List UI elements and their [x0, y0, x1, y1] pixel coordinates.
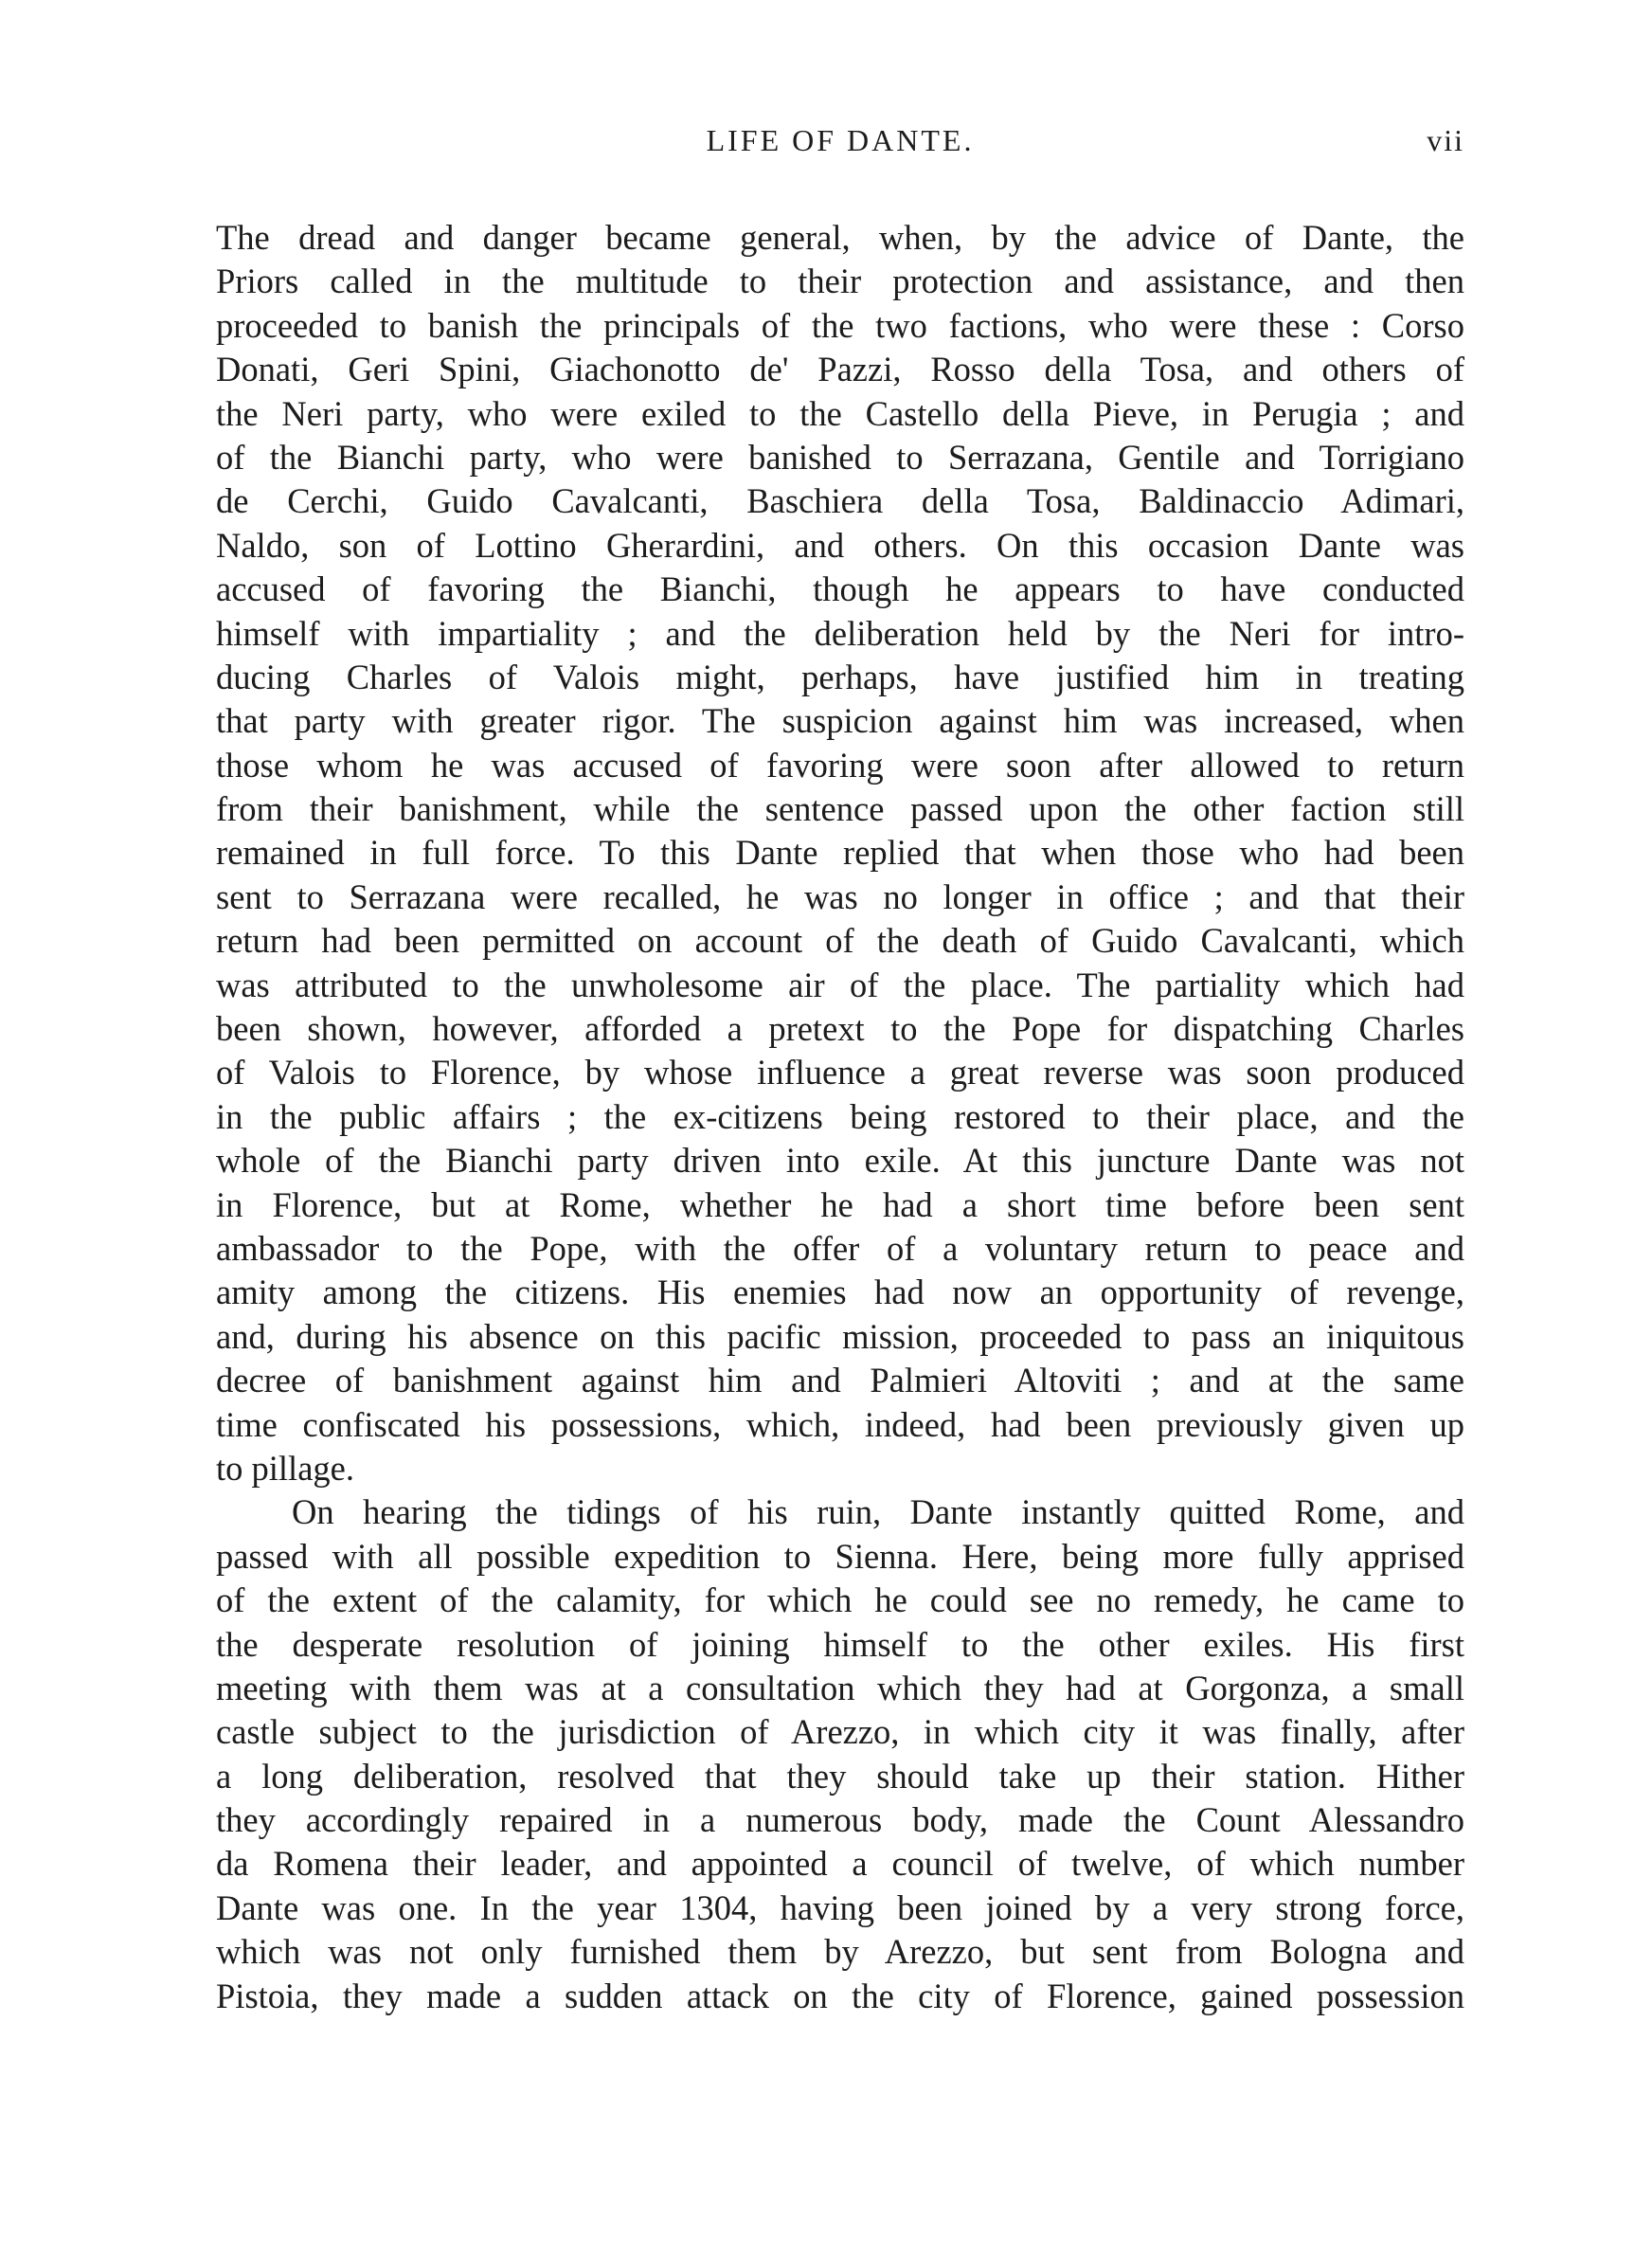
text-line: the Neri party, who were exiled to the Castello della Pieve, in Perugia ; and [216, 393, 1464, 433]
text-line: they accordingly repaired in a numerous body, made the Count Alessandro [216, 1800, 1464, 1840]
text-line: The dread and danger became general, when, by the advice of Dante, the [216, 218, 1464, 257]
text-line: himself with impartiality ; and the deliberation held by the Neri for intro- [216, 613, 1464, 653]
page-number: vii [1427, 123, 1464, 157]
text-line: a long deliberation, resolved that they should take up their station. Hither [216, 1756, 1464, 1796]
text-line: accused of favoring the Bianchi, though he appears to have conducted [216, 569, 1464, 609]
text-line: amity among the citizens. His enemies had now an opportunity of revenge, [216, 1273, 1464, 1312]
text-line: return had been permitted on account of the death of Guido Cavalcanti, which [216, 921, 1464, 961]
text-line: meeting with them was at a consultation which they had at Gorgonza, a small [216, 1668, 1464, 1707]
text-line: those whom he was accused of favoring were soon after allowed to return [216, 745, 1464, 785]
text-line: was attributed to the unwholesome air of the place. The partiality which had [216, 965, 1464, 1004]
text-line: Donati, Geri Spini, Giachonotto de' Pazzi, Rosso della Tosa, and others of [216, 350, 1464, 389]
text-line: time confiscated his possessions, which, indeed, had been previously given up [216, 1404, 1464, 1444]
text-line: and, during his absence on this pacific mission, proceeded to pass an iniquitous [216, 1316, 1464, 1356]
text-line: sent to Serrazana were recalled, he was no longer in office ; and that their [216, 876, 1464, 916]
body-text [216, 216, 1464, 2018]
text-line: proceeded to banish the principals of the two factions, who were these : Corso [216, 305, 1464, 345]
text-line: passed with all possible expedition to Sienna. Here, being more fully apprised [216, 1536, 1464, 1576]
text-line: of the Bianchi party, who were banished to Serrazana, Gentile and Torrigiano [216, 437, 1464, 477]
text-line: Pistoia, they made a sudden attack on the city of Florence, gained possession [216, 1976, 1464, 2015]
text-line: remained in full force. To this Dante replied that when those who had been [216, 833, 1464, 873]
text-line: da Romena their leader, and appointed a council of twelve, of which number [216, 1844, 1464, 1884]
text-line: of Valois to Florence, by whose influence a great reverse was soon produced [216, 1053, 1464, 1092]
paragraph-end-line: to pillage. [216, 1448, 354, 1488]
text-line: ducing Charles of Valois might, perhaps, have justified him in treating [216, 657, 1464, 696]
paragraph-start-line: On hearing the tidings of his ruin, Dante instantly quitted Rome, and [292, 1492, 1464, 1532]
text-line: of the extent of the calamity, for which he could see no remedy, he came to [216, 1580, 1464, 1620]
text-line: decree of banishment against him and Palmieri Altoviti ; and at the same [216, 1361, 1464, 1400]
running-head [216, 123, 1464, 171]
text-line: the desperate resolution of joining himself to the other exiles. His first [216, 1624, 1464, 1664]
text-line: Naldo, son of Lottino Gherardini, and others. On this occasion Dante was [216, 525, 1464, 565]
running-title: LIFE OF DANTE. [706, 123, 975, 157]
text-line: in Florence, but at Rome, whether he had a short time before been sent [216, 1184, 1464, 1224]
text-line: which was not only furnished them by Arezzo, but sent from Bologna and [216, 1932, 1464, 1972]
text-line: Priors called in the multitude to their protection and assistance, and then [216, 262, 1464, 301]
text-line: from their banishment, while the sentence passed upon the other faction still [216, 789, 1464, 829]
text-line: Dante was one. In the year 1304, having been joined by a very strong force, [216, 1887, 1464, 1927]
text-line: ambassador to the Pope, with the offer of a voluntary return to peace and [216, 1228, 1464, 1268]
text-line: in the public affairs ; the ex-citizens being restored to their place, and the [216, 1096, 1464, 1136]
text-line: been shown, however, afforded a pretext to the Pope for dispatching Charles [216, 1009, 1464, 1049]
text-line: whole of the Bianchi party driven into exile. At this juncture Dante was not [216, 1141, 1464, 1181]
text-line: castle subject to the jurisdiction of Arezzo, in which city it was finally, after [216, 1712, 1464, 1752]
text-line: that party with greater rigor. The suspicion against him was increased, when [216, 701, 1464, 741]
text-line: de Cerchi, Guido Cavalcanti, Baschiera della Tosa, Baldinaccio Adimari, [216, 481, 1464, 521]
